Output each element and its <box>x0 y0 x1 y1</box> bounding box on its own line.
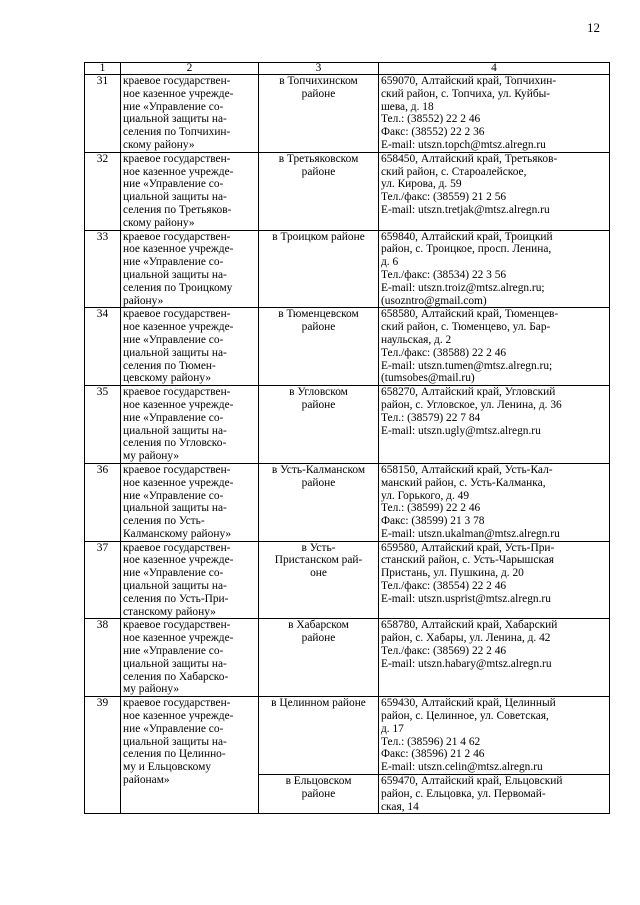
address-contacts-line: станский район, с. Усть-Чарышская <box>381 554 555 567</box>
organization-name-line: циальной защиты на- <box>123 735 227 748</box>
district-line: в Тюменцевском <box>278 308 359 321</box>
address-contacts-line: район, с. Ельцовка, ул. Первомай- <box>381 787 546 800</box>
address-contacts-line: манский район, с. Усть-Калманка, <box>381 476 546 489</box>
organization-name-line: ное казенное учрежде- <box>123 632 234 645</box>
district-line: в Троицком районе <box>272 230 365 243</box>
address-contacts <box>379 463 610 541</box>
organization-name-line: ние «Управление со- <box>123 567 224 580</box>
address-contacts <box>379 152 610 230</box>
organization-name-line: краевое государствен- <box>123 619 231 632</box>
header-cell-2: 2 <box>121 63 259 75</box>
district <box>259 308 379 386</box>
organization-name-line: краевое государствен- <box>123 152 231 165</box>
organization-name-line: селения по Угловско- <box>123 437 227 450</box>
table-row <box>85 463 610 541</box>
table-row <box>85 386 610 464</box>
row-number: 36 <box>85 463 121 541</box>
address-contacts-line: 659070, Алтайский край, Топчихин- <box>381 75 557 87</box>
organization-name-line: ние «Управление со- <box>123 489 224 502</box>
organization-name-line: краевое государствен- <box>123 541 231 554</box>
organization-name-line: селения по Усть-При- <box>123 592 229 605</box>
organization-name <box>121 230 259 308</box>
table-row <box>85 308 610 386</box>
district-line: в Усть-Калманском <box>271 463 366 476</box>
address-contacts-line: ский район, с. Тюменцево, ул. Бар- <box>381 321 551 334</box>
address-contacts-line: E-mail: utszn.tumen@mtsz.alregn.ru; <box>381 359 553 372</box>
organization-name-line: скому району» <box>123 216 195 229</box>
district <box>259 775 379 814</box>
table-row <box>85 619 610 697</box>
organization-name-line: скому району» <box>123 138 195 151</box>
row-number: 33 <box>85 230 121 308</box>
district <box>259 697 379 775</box>
organization-name-line: циальной защиты на- <box>123 502 227 515</box>
address-contacts-line: Тел./факс: (38534) 22 3 56 <box>381 268 507 281</box>
organization-name <box>121 697 259 814</box>
header-cell-4: 4 <box>379 63 610 75</box>
address-contacts <box>379 75 610 153</box>
header-cell-1: 1 <box>85 63 121 75</box>
organization-name-line: циальной защиты на- <box>123 113 227 126</box>
address-contacts-line: Пристань, ул. Пушкина, д. 20 <box>381 567 524 580</box>
address-contacts-line: 658580, Алтайский край, Тюменцев- <box>381 308 559 321</box>
address-contacts <box>379 386 610 464</box>
address-contacts <box>379 619 610 697</box>
district-line: оне <box>310 567 327 580</box>
organization-name-line: ние «Управление со- <box>123 256 224 269</box>
address-contacts-line: Тел.: (38596) 21 4 62 <box>381 735 481 748</box>
organization-name <box>121 619 259 697</box>
table-row <box>85 75 610 153</box>
row-number: 35 <box>85 386 121 464</box>
row-number: 37 <box>85 541 121 619</box>
district-line: районе <box>301 632 336 645</box>
organization-name-line: ние «Управление со- <box>123 100 224 113</box>
table-row <box>85 697 610 775</box>
address-contacts-line: д. 6 <box>381 256 399 269</box>
district-line: районе <box>301 87 336 100</box>
address-contacts <box>379 697 610 775</box>
organization-name-line: му району» <box>123 683 180 696</box>
header-cell-3: 3 <box>259 63 379 75</box>
organization-name-line: циальной защиты на- <box>123 657 227 670</box>
address-contacts-line: E-mail: utszn.tretjak@mtsz.alregn.ru <box>381 203 550 216</box>
page-number: 12 <box>587 20 600 35</box>
organization-name <box>121 308 259 386</box>
address-contacts-line: E-mail: utszn.ukalman@mtsz.alregn.ru <box>381 527 560 540</box>
organization-name-line: му району» <box>123 450 180 463</box>
organization-name-line: селения по Тюмен- <box>123 359 216 372</box>
organization-name-line: краевое государствен- <box>123 230 231 243</box>
address-contacts-line: E-mail: utszn.habary@mtsz.alregn.ru <box>381 657 552 670</box>
organization-name <box>121 75 259 153</box>
address-contacts-line: ский район, с. Топчиха, ул. Куйбы- <box>381 87 551 100</box>
address-contacts-line: д. 17 <box>381 722 404 735</box>
organization-name-line: ное казенное учрежде- <box>123 398 234 411</box>
address-contacts-line: E-mail: utszn.ugly@mtsz.alregn.ru <box>381 424 541 437</box>
address-contacts-line: ул. Горького, д. 49 <box>381 489 470 502</box>
district <box>259 75 379 153</box>
address-contacts-line: 659430, Алтайский край, Целинный <box>381 697 556 710</box>
address-contacts-line: ул. Кирова, д. 59 <box>381 178 462 191</box>
table-row <box>85 152 610 230</box>
district-line: в Усть- <box>301 541 336 554</box>
address-contacts-line: Факс: (38599) 21 3 78 <box>381 515 485 528</box>
organization-name-line: циальной защиты на- <box>123 346 227 359</box>
table-body <box>85 75 610 814</box>
organization-name-line: району» <box>123 294 164 307</box>
address-contacts-line: (usozntro@gmail.com) <box>381 294 487 307</box>
district-line: районе <box>301 476 336 489</box>
row-number: 39 <box>85 697 121 814</box>
address-contacts <box>379 541 610 619</box>
organization-name-line: ное казенное учрежде- <box>123 165 234 178</box>
district-line: районе <box>301 398 336 411</box>
organization-name-line: краевое государствен- <box>123 463 231 476</box>
district-line: в Третьяковском <box>278 152 359 165</box>
organization-name-line: ное казенное учрежде- <box>123 87 234 100</box>
address-contacts-line: 658450, Алтайский край, Третьяков- <box>381 152 558 165</box>
organization-name <box>121 463 259 541</box>
district-line: в Топчихинском <box>279 75 358 87</box>
address-contacts-line: E-mail: utszn.topch@mtsz.alregn.ru <box>381 138 546 151</box>
address-contacts <box>379 775 610 814</box>
organization-name-line: ние «Управление со- <box>123 333 224 346</box>
organization-name-line: ние «Управление со- <box>123 645 224 658</box>
address-contacts-line: 658780, Алтайский край, Хабарский <box>381 619 558 632</box>
address-contacts-line: район, с. Троицкое, просп. Ленина, <box>381 243 552 256</box>
district-line: районе <box>301 787 336 800</box>
address-contacts-line: шева, д. 18 <box>381 100 434 113</box>
district-line: в Угловском <box>289 386 348 399</box>
district-line: Пристанском рай- <box>274 554 363 567</box>
row-number: 38 <box>85 619 121 697</box>
organization-name <box>121 152 259 230</box>
organization-name-line: Калманскому району» <box>123 527 232 540</box>
organization-name-line: районам» <box>123 774 170 787</box>
organization-name-line: ние «Управление со- <box>123 178 224 191</box>
address-contacts-line: ская, 14 <box>381 800 419 813</box>
address-contacts-line: Тел./факс: (38559) 21 2 56 <box>381 191 507 204</box>
organization-name-line: му и Ельцовскому <box>123 761 212 774</box>
organization-name-line: селения по Усть- <box>123 515 205 528</box>
organization-name-line: ное казенное учрежде- <box>123 243 234 256</box>
district <box>259 230 379 308</box>
district <box>259 463 379 541</box>
address-contacts-line: район, с. Целинное, ул. Советская, <box>381 710 549 723</box>
table-row <box>85 230 610 308</box>
organization-name-line: краевое государствен- <box>123 386 231 399</box>
organization-name-line: краевое государствен- <box>123 308 231 321</box>
address-contacts-line: Факс: (38552) 22 2 36 <box>381 126 485 139</box>
organization-name-line: краевое государствен- <box>123 697 231 710</box>
address-contacts-line: Тел.: (38579) 22 7 84 <box>381 411 481 424</box>
district-line: в Целинном районе <box>271 697 366 710</box>
district-line: в Ельцовском <box>285 775 352 788</box>
offices-table <box>84 62 610 814</box>
row-number: 31 <box>85 75 121 153</box>
organization-name-line: циальной защиты на- <box>123 191 227 204</box>
address-contacts-line: район, с. Хабары, ул. Ленина, д. 42 <box>381 632 551 645</box>
organization-name-line: ние «Управление со- <box>123 722 224 735</box>
organization-name-line: селения по Хабарско- <box>123 670 229 683</box>
address-contacts-line: 658150, Алтайский край, Усть-Кал- <box>381 463 553 476</box>
address-contacts-line: 659470, Алтайский край, Ельцовский <box>381 775 563 788</box>
organization-name-line: селения по Целинно- <box>123 748 226 761</box>
address-contacts-line: E-mail: utszn.troiz@mtsz.alregn.ru; <box>381 281 545 294</box>
address-contacts-line: район, с. Угловское, ул. Ленина, д. 36 <box>381 398 562 411</box>
address-contacts-line: Тел.: (38552) 22 2 46 <box>381 113 481 126</box>
row-number: 32 <box>85 152 121 230</box>
address-contacts-line: Тел./факс: (38554) 22 2 46 <box>381 580 507 593</box>
organization-name-line: селения по Троицкому <box>123 281 233 294</box>
district <box>259 619 379 697</box>
district-line: районе <box>301 165 336 178</box>
organization-name-line: ное казенное учрежде- <box>123 476 234 489</box>
address-contacts-line: 659840, Алтайский край, Троицкий <box>381 230 553 243</box>
organization-name-line: ное казенное учрежде- <box>123 710 234 723</box>
table-row <box>85 541 610 619</box>
address-contacts-line: Тел./факс: (38588) 22 2 46 <box>381 346 507 359</box>
organization-name <box>121 541 259 619</box>
district <box>259 541 379 619</box>
district <box>259 152 379 230</box>
organization-name-line: циальной защиты на- <box>123 424 227 437</box>
organization-name-line: ное казенное учрежде- <box>123 321 234 334</box>
row-number: 34 <box>85 308 121 386</box>
organization-name-line: селения по Топчихин- <box>123 126 231 139</box>
district-line: в Хабарском <box>288 619 349 632</box>
organization-name-line: циальной защиты на- <box>123 580 227 593</box>
organization-name-line: цевскому району» <box>123 372 212 385</box>
address-contacts-line: E-mail: utszn.celin@mtsz.alregn.ru <box>381 761 543 774</box>
organization-name-line: циальной защиты на- <box>123 268 227 281</box>
address-contacts-line: 659580, Алтайский край, Усть-При- <box>381 541 555 554</box>
header-row <box>85 63 610 75</box>
organization-name-line: ние «Управление со- <box>123 411 224 424</box>
address-contacts-line: E-mail: utszn.usprist@mtsz.alregn.ru <box>381 592 551 605</box>
organization-name-line: станскому району» <box>123 605 216 618</box>
organization-name-line: ное казенное учрежде- <box>123 554 234 567</box>
address-contacts <box>379 308 610 386</box>
address-contacts-line: Тел./факс: (38569) 22 2 46 <box>381 645 507 658</box>
address-contacts-line: (tumsobes@mail.ru) <box>381 372 475 385</box>
address-contacts-line: Факс: (38596) 21 2 46 <box>381 748 485 761</box>
address-contacts-line: Тел.: (38599) 22 2 46 <box>381 502 481 515</box>
address-contacts-line: наульская, д. 2 <box>381 333 452 346</box>
address-contacts-line: ский район, с. Староалейское, <box>381 165 527 178</box>
organization-name <box>121 386 259 464</box>
address-contacts <box>379 230 610 308</box>
address-contacts-line: 658270, Алтайский край, Угловский <box>381 386 556 399</box>
district <box>259 386 379 464</box>
organization-name-line: селения по Третьяков- <box>123 203 232 216</box>
organization-name-line: краевое государствен- <box>123 75 231 87</box>
district-line: районе <box>301 321 336 334</box>
